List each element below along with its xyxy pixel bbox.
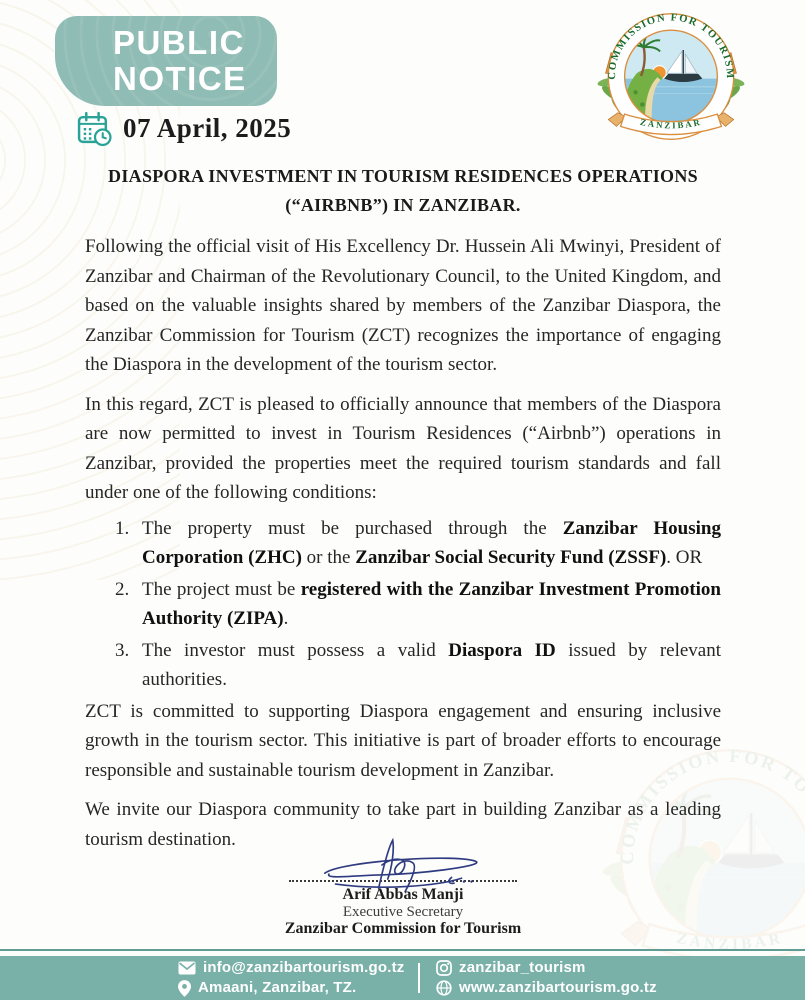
commission-for-tourism-logo (596, 5, 746, 155)
condition-text: The property must be purchased through the Zanzibar Housing Corporation (ZHC) or the Zanzibar Social Security Fund (ZSSF). OR (142, 517, 721, 568)
footer-address: Amaani, Zanzibar, TZ. (198, 979, 357, 996)
condition-number: 1. (115, 517, 130, 539)
badge-line2: NOTICE (113, 60, 247, 97)
email-icon (178, 961, 196, 975)
globe-icon (436, 980, 452, 996)
notice-title-line1: DIASPORA INVESTMENT IN TOURISM RESIDENCES OPERATIONS (108, 166, 698, 186)
footer-website: www.zanzibartourism.go.tz (459, 979, 657, 996)
signatory-organization: Zanzibar Commission for Tourism (284, 920, 522, 937)
footer-email-row (178, 959, 418, 977)
condition-text: The project must be registered with the Zanzibar Investment Promotion Authority (ZIPA). (142, 578, 721, 629)
date-row (76, 110, 291, 147)
badge-line1: PUBLIC (113, 24, 245, 61)
footer-website-row (436, 979, 657, 997)
public-notice-badge (55, 16, 277, 106)
instagram-icon (436, 960, 452, 976)
notice-title (85, 162, 721, 220)
conditions-list (85, 514, 721, 695)
paragraph-announcement: In this regard, ZCT is pleased to officially announce that members of the Diaspora are now permitted to invest in Tourism Residences (“Airbnb”) operations in Zanzibar, provided the properties meet the required tourism standards and fall under one of the following conditions: (85, 393, 721, 503)
footer-address-row (178, 979, 418, 997)
notice-body (85, 162, 721, 864)
condition-item (85, 636, 721, 695)
paragraph-commitment: ZCT is committed to supporting Diaspora engagement and ensuring inclusive growth in the tourism sector. This initiative is part of broader efforts to encourage responsible and sustainable tourism development in Zanzibar. (85, 700, 721, 781)
footer-column-divider (418, 963, 420, 993)
signature-block (85, 836, 721, 938)
signature-dotted-line (289, 880, 517, 882)
calendar-clock-icon (76, 110, 113, 147)
condition-number: 2. (115, 578, 130, 600)
signatory-role: Executive Secretary (342, 904, 464, 920)
footer-divider-line (0, 949, 805, 951)
location-pin-icon (178, 980, 191, 997)
paragraph-intro: Following the official visit of His Excellency Dr. Hussein Ali Mwinyi, President of Zanzibar and Chairman of the Revolutionary Council, to the United Kingdom, and based on the valuable insights shared by members of the Zanzibar Diaspora, the Zanzibar Commission for Tourism (ZCT) recognizes the importance of engaging the Diaspora in the development of the tourism sector. (85, 236, 721, 375)
condition-number: 3. (115, 639, 130, 661)
footer-contact-bar (0, 956, 805, 1000)
notice-date: 07 April, 2025 (123, 113, 292, 143)
signatory-name: Arif Abbas Manji (342, 886, 464, 903)
paragraph-invitation: We invite our Diaspora community to take part in building Zanzibar as a leading tourism destination. (85, 799, 721, 850)
footer-instagram-row (436, 959, 657, 977)
footer-email: info@zanzibartourism.go.tz (203, 959, 405, 976)
footer-instagram-handle: zanzibar_tourism (459, 959, 586, 976)
condition-item (85, 575, 721, 634)
condition-text: The investor must possess a valid Diaspora ID issued by relevant authorities. (142, 639, 721, 690)
condition-item (85, 514, 721, 573)
notice-title-line2: (“AIRBNB”) IN ZANZIBAR. (285, 195, 521, 215)
